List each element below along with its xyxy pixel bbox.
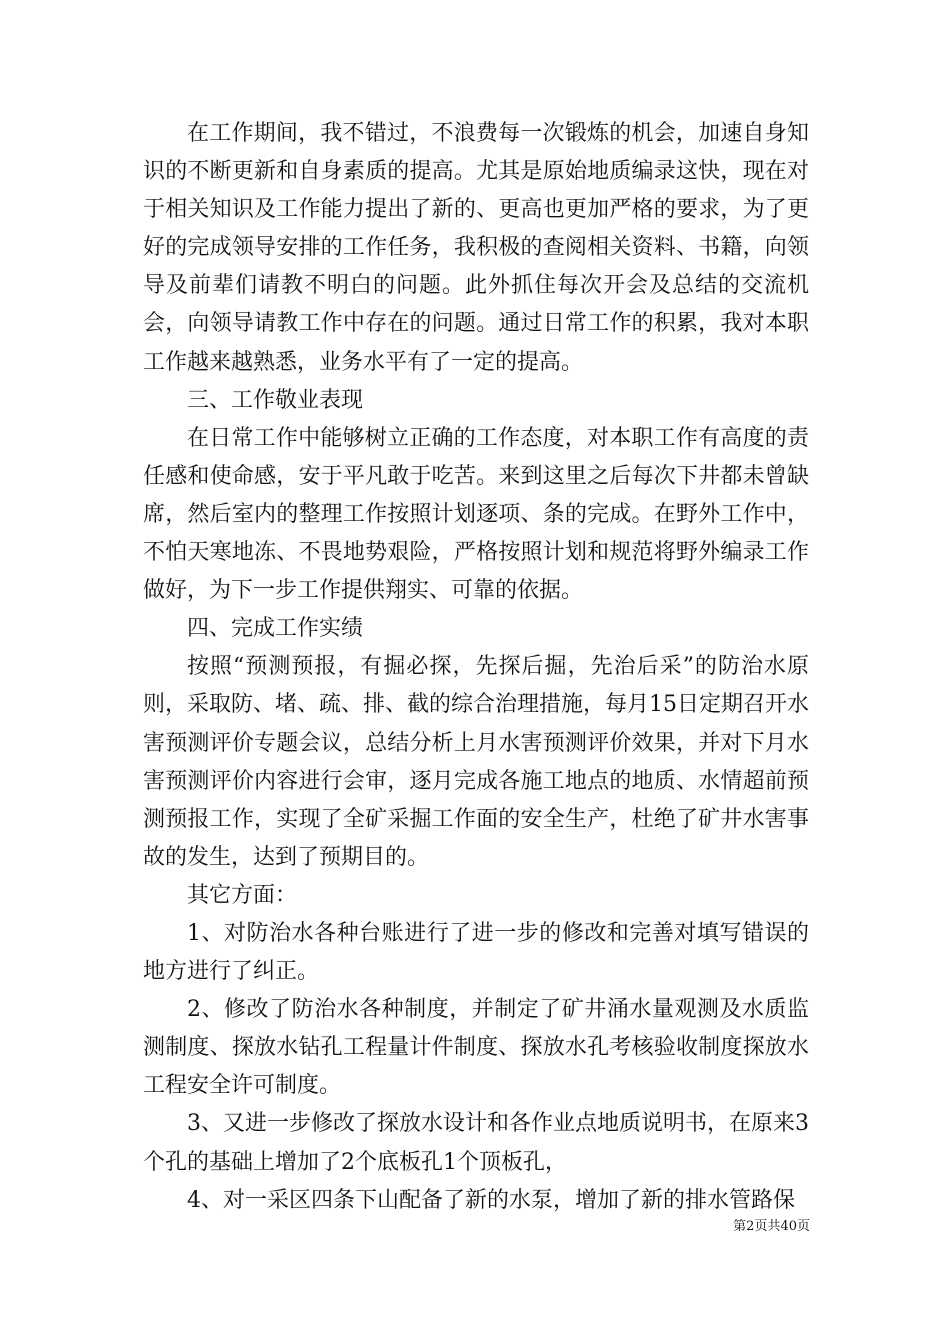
section-heading-work-achievements: 四、完成工作实绩 <box>187 616 364 642</box>
body-paragraph: 在工作期间，我不错过，不浪费每一次锻炼的机会，加速自身知识的不断更新和自身素质的提高。尤其是原始地质编录这快，现在对于相关知识及工作能力提出了新的、更高也更加严格的要求，为了更好的完成领导安排的工作任务，我积极的查阅相关资料、书籍，向领导及前辈们请教不明白的问题。此外抓住每次开会及总结的交流机会，向领导请教工作中存在的问题。通过日常工作的积累，我对本职工作越来越熟悉，业务水平有了一定的提高。 <box>143 121 809 375</box>
list-item: 1、对防治水各种台账进行了进一步的修改和完善对填写错误的地方进行了纠正。 <box>143 920 809 985</box>
section-heading-work-dedication: 三、工作敬业表现 <box>187 387 364 413</box>
section-heading-other-aspects: 其它方面： <box>187 882 298 908</box>
list-item: 4、对一采区四条下山配备了新的水泵，增加了新的排水管路保 <box>187 1187 795 1213</box>
list-item: 3、又进一步修改了探放水设计和各作业点地质说明书，在原来3个孔的基础上增加了2个底板孔1个顶板孔， <box>143 1111 809 1175</box>
page-number: 第2页共40页 <box>733 1219 810 1234</box>
body-paragraph: 按照“预测预报，有掘必探，先探后掘，先治后采”的防治水原则，采取防、堵、疏、排、截的综合治理措施，每月15日定期召开水害预测评价专题会议，总结分析上月水害预测评价效果，并对下月水害预测评价内容进行会审，逐月完成各施工地点的地质、水情超前预测预报工作，实现了全矿采掘工作面的安全生产，杜绝了矿井水害事故的发生，达到了预期目的。 <box>143 654 809 870</box>
body-paragraph: 在日常工作中能够树立正确的工作态度，对本职工作有高度的责任感和使命感，安于平凡敢于吃苦。来到这里之后每次下井都未曾缺席，然后室内的整理工作按照计划逐项、条的完成。在野外工作中，不怕天寒地冻、不畏地势艰险，严格按照计划和规范将野外编录工作做好，为下一步工作提供翔实、可靠的依据。 <box>143 425 809 604</box>
list-item: 2、修改了防治水各种制度，并制定了矿井涌水量观测及水质监测制度、探放水钻孔工程量计件制度、探放水孔考核验收制度探放水工程安全许可制度。 <box>143 997 809 1099</box>
document-body <box>143 115 809 1220</box>
